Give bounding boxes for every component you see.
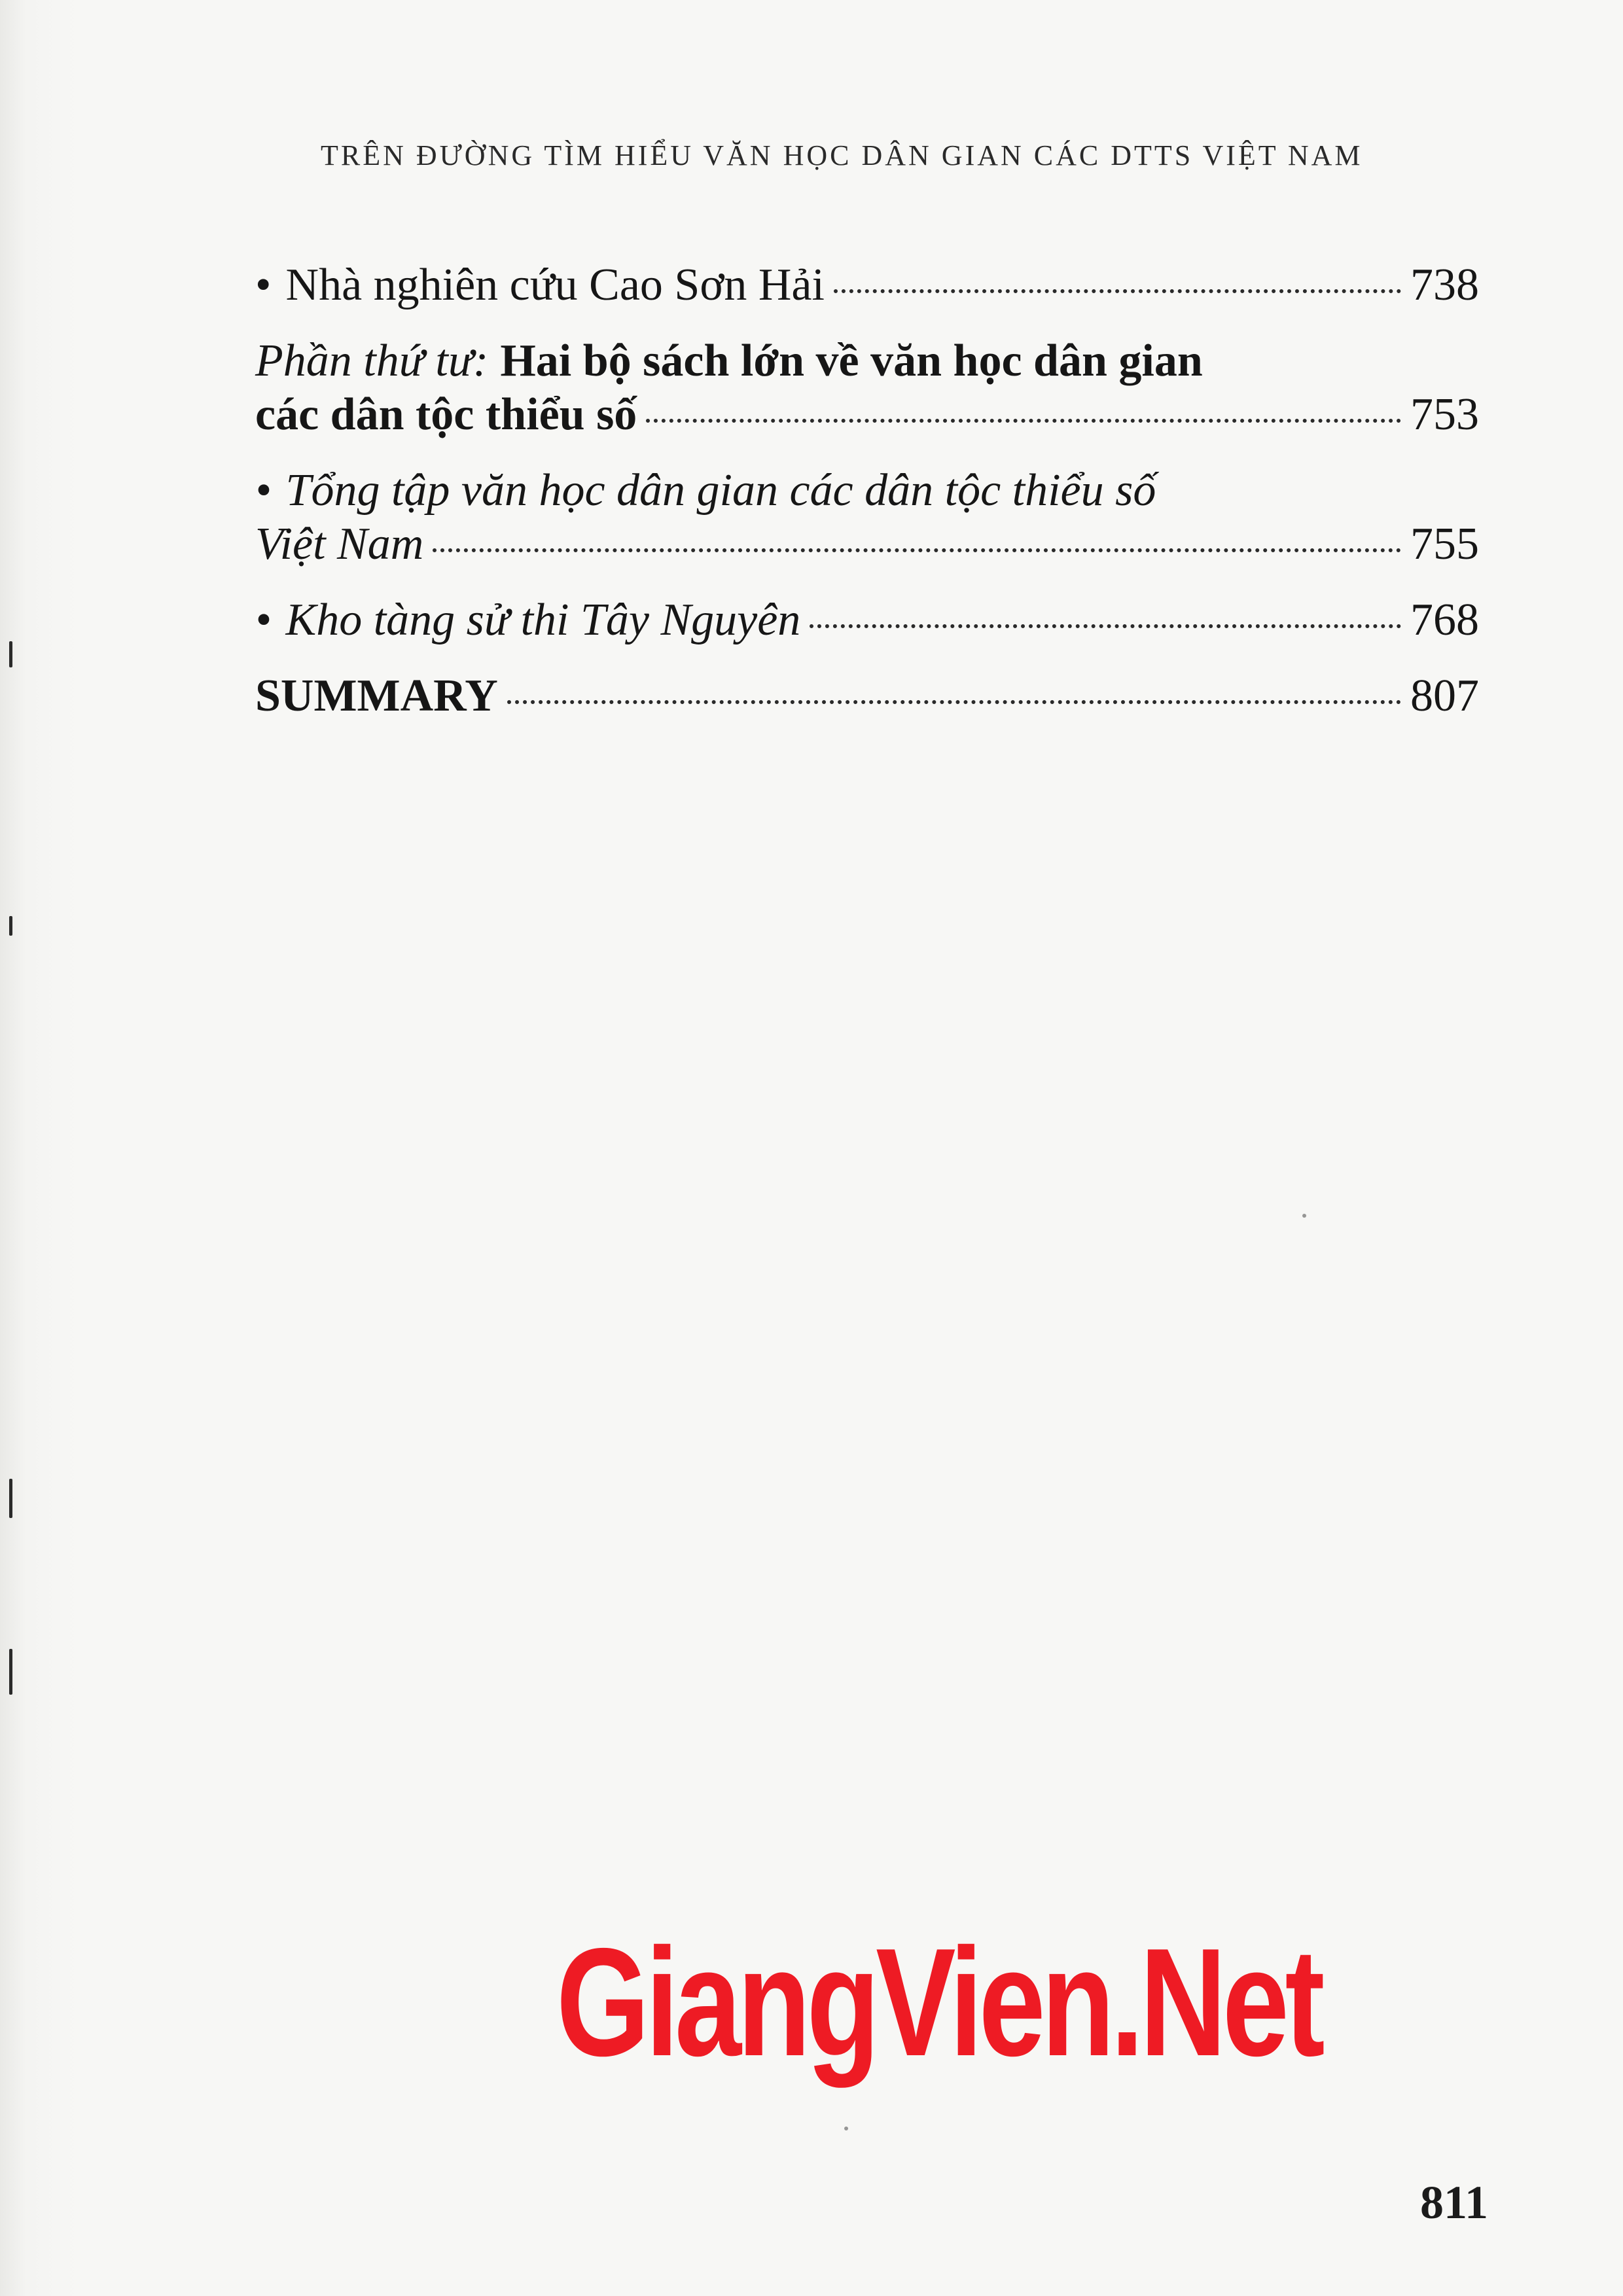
toc-entry-summary[interactable] — [255, 669, 1479, 723]
toc-entry-title: SUMMARY — [255, 671, 498, 721]
binding-mark — [9, 1649, 12, 1695]
paper-speck — [844, 2127, 848, 2130]
dot-leader — [834, 289, 1401, 293]
toc-entry-line — [255, 388, 1479, 442]
toc-entry-kho-tang[interactable] — [255, 593, 1479, 647]
toc-entry-line — [255, 464, 1479, 518]
dot-leader — [433, 548, 1401, 552]
toc-entry-cao-son-hai[interactable] — [255, 258, 1479, 312]
toc-entry-title: Nhà nghiên cứu Cao Sơn Hải — [285, 260, 825, 310]
toc-page-number: 755 — [1410, 519, 1479, 569]
binding-mark — [9, 916, 12, 936]
binding-mark — [9, 641, 12, 667]
toc-entry-title: Kho tàng sử thi Tây Nguyên — [285, 595, 801, 645]
toc-entry-line — [255, 258, 1479, 312]
toc-entry-part-four[interactable] — [255, 334, 1479, 442]
watermark-logo: GiangVien.Net — [556, 1916, 1321, 2088]
toc-entry-text — [255, 258, 825, 312]
page-number: 811 — [1420, 2176, 1489, 2229]
toc-entry-text — [255, 464, 1156, 518]
toc-entry-line — [255, 334, 1479, 388]
toc-entry-title-continued: các dân tộc thiểu số — [255, 389, 637, 440]
toc-entry-title: Tổng tập văn học dân gian các dân tộc thiểu số — [285, 465, 1156, 516]
bullet-icon: • — [255, 595, 272, 645]
running-header: TRÊN ĐƯỜNG TÌM HIỂU VĂN HỌC DÂN GIAN CÁC DTTS VIỆT NAM — [321, 139, 1363, 171]
toc-entry-line — [255, 518, 1479, 571]
toc-entry-text — [255, 593, 800, 647]
toc-entry-title: Hai bộ sách lớn về văn học dân gian — [500, 336, 1203, 386]
bullet-icon: • — [255, 260, 272, 310]
paper-speck — [1302, 1214, 1306, 1218]
toc-entry-tong-tap[interactable] — [255, 464, 1479, 571]
part-label: Phần thứ tư: — [255, 336, 489, 386]
toc-page-number: 807 — [1410, 671, 1479, 721]
bullet-icon: • — [255, 465, 272, 516]
table-of-contents — [255, 258, 1479, 745]
toc-page-number: 738 — [1410, 260, 1479, 310]
toc-entry-text — [255, 334, 1203, 388]
toc-entry-title-continued: Việt Nam — [255, 519, 424, 569]
toc-entry-line — [255, 593, 1479, 647]
toc-entry-line — [255, 669, 1479, 723]
toc-page-number: 753 — [1410, 389, 1479, 440]
dot-leader — [507, 700, 1401, 704]
dot-leader — [646, 419, 1401, 423]
dot-leader — [810, 624, 1401, 628]
binding-mark — [9, 1479, 12, 1518]
toc-page-number: 768 — [1410, 595, 1479, 645]
